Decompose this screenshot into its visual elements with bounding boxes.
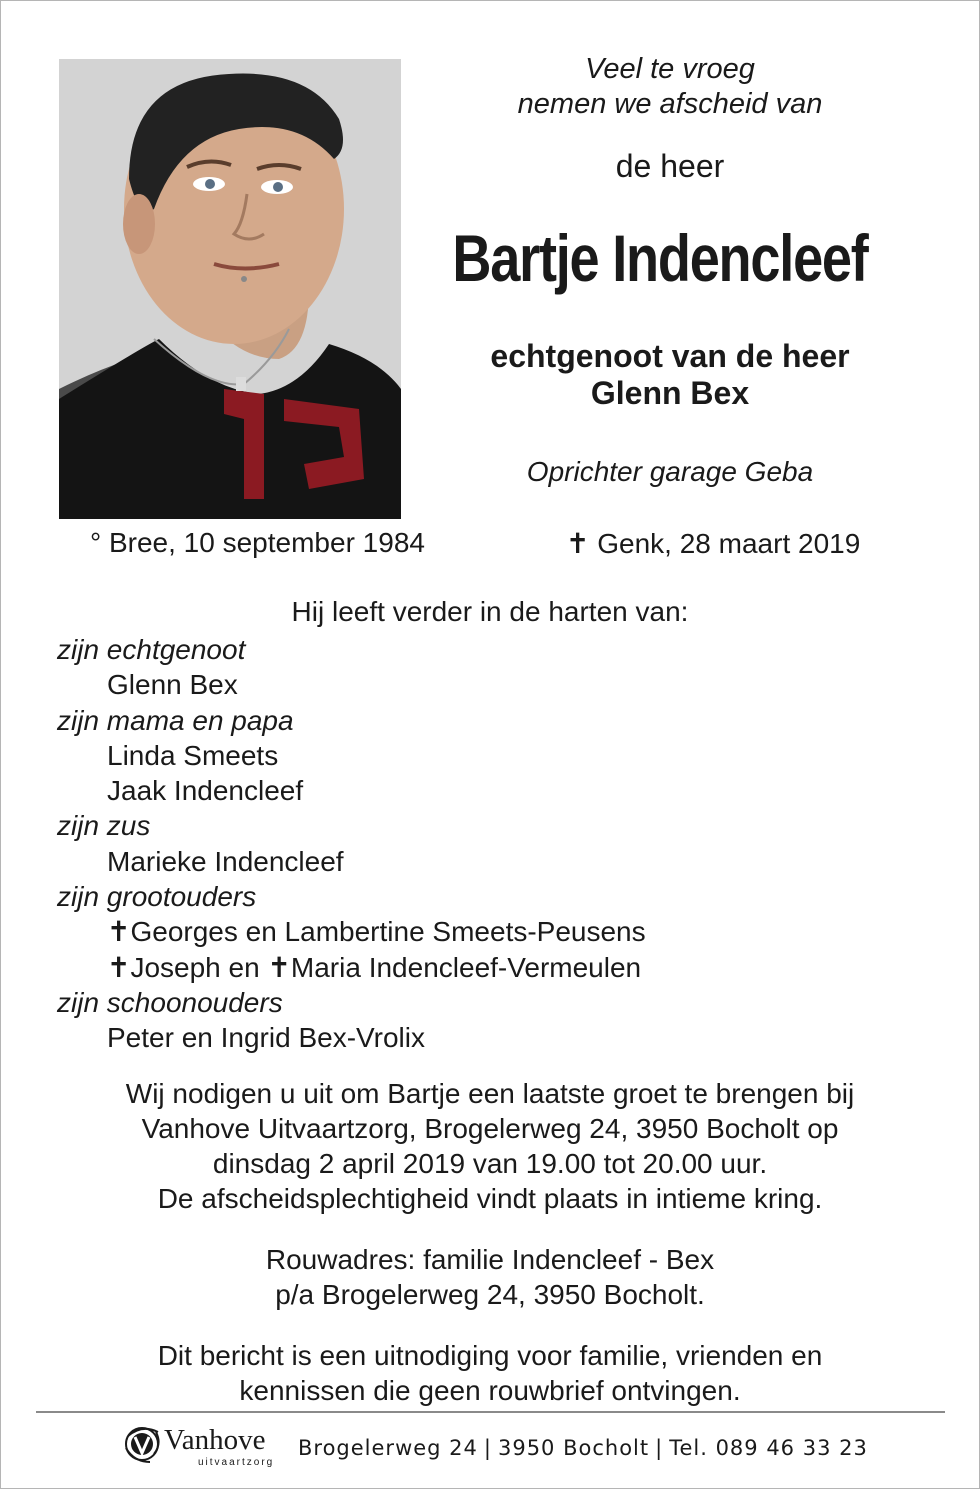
- address-line-1: Rouwadres: familie Indencleef - Bex: [265, 1244, 715, 1275]
- occupation: Oprichter garage Geba: [526, 456, 814, 487]
- footer-separator: |: [483, 1436, 492, 1460]
- logo-subtitle: uitvaartzorg: [198, 1457, 275, 1468]
- footer-street: Brogelerweg 24: [298, 1436, 478, 1460]
- survivors-intro: Hij leeft verder in de harten van:: [291, 596, 689, 627]
- spouse-line: [420, 338, 920, 412]
- relation-label: zijn mama en papa: [57, 704, 294, 736]
- spouse-relation: echtgenoot van de heer: [490, 338, 850, 374]
- vanhove-logo: [120, 1422, 295, 1472]
- relation-person: ✝Georges en Lambertine Smeets-Peusens: [107, 916, 646, 948]
- notice-line-2: kennissen die geen rouwbrief ontvingen.: [239, 1375, 741, 1406]
- address-line-2: p/a Brogelerweg 24, 3950 Bocholt.: [275, 1279, 705, 1310]
- footer-phone: Tel. 089 46 33 23: [669, 1436, 868, 1460]
- relation-person: Linda Smeets: [107, 739, 279, 771]
- footer-separator: |: [655, 1436, 664, 1460]
- title-prefix: de heer: [615, 148, 725, 184]
- relation-label: zijn echtgenoot: [57, 634, 246, 665]
- death-date: ✝ Genk, 28 maart 2019: [566, 528, 861, 559]
- intro-line-2: nemen we afscheid van: [517, 88, 823, 120]
- birth-date: ° Bree, 10 september 1984: [90, 527, 425, 558]
- logo-name: Vanhove: [164, 1424, 266, 1456]
- spouse-name: Glenn Bex: [590, 375, 750, 411]
- intro-text: [420, 52, 920, 122]
- invitation-text: [0, 1076, 980, 1216]
- notice-line-1: Dit bericht is een uitnodiging voor familie, vrienden en: [157, 1340, 823, 1371]
- invitation-line: De afscheidsplechtigheid vindt plaats in intieme kring.: [157, 1183, 823, 1214]
- portrait-photo: [59, 59, 401, 519]
- invitation-line: Wij nodigen u uit om Bartje een laatste groet te brengen bij: [125, 1078, 855, 1109]
- deceased-name: Bartje Indencleef: [452, 221, 868, 295]
- relation-person: Peter en Ingrid Bex-Vrolix: [107, 1022, 425, 1054]
- relation-person: Glenn Bex: [107, 669, 238, 701]
- relation-label: zijn grootouders: [57, 881, 257, 913]
- mourning-address: [0, 1242, 980, 1312]
- intro-line-1: Veel te vroeg: [585, 53, 755, 85]
- relation-label: zijn zus: [57, 810, 151, 842]
- vanhove-logo-icon: [120, 1422, 168, 1468]
- relation-person: Jaak Indencleef: [107, 775, 304, 807]
- footer-divider: [36, 1411, 945, 1413]
- footer-city: 3950 Bocholt: [497, 1436, 650, 1460]
- relation-label: zijn schoonouders: [57, 986, 283, 1018]
- relation-person: Marieke Indencleef: [107, 845, 344, 877]
- invitation-line: dinsdag 2 april 2019 van 19.00 tot 20.00 uur.: [212, 1148, 768, 1179]
- notice-text: [0, 1338, 980, 1408]
- invitation-line: Vanhove Uitvaartzorg, Brogelerweg 24, 3950 Bocholt op: [141, 1113, 839, 1144]
- survivors-list: [57, 632, 646, 1056]
- relation-person: ✝Joseph en ✝Maria Indencleef-Vermeulen: [107, 951, 642, 983]
- footer-contact: [298, 1436, 868, 1460]
